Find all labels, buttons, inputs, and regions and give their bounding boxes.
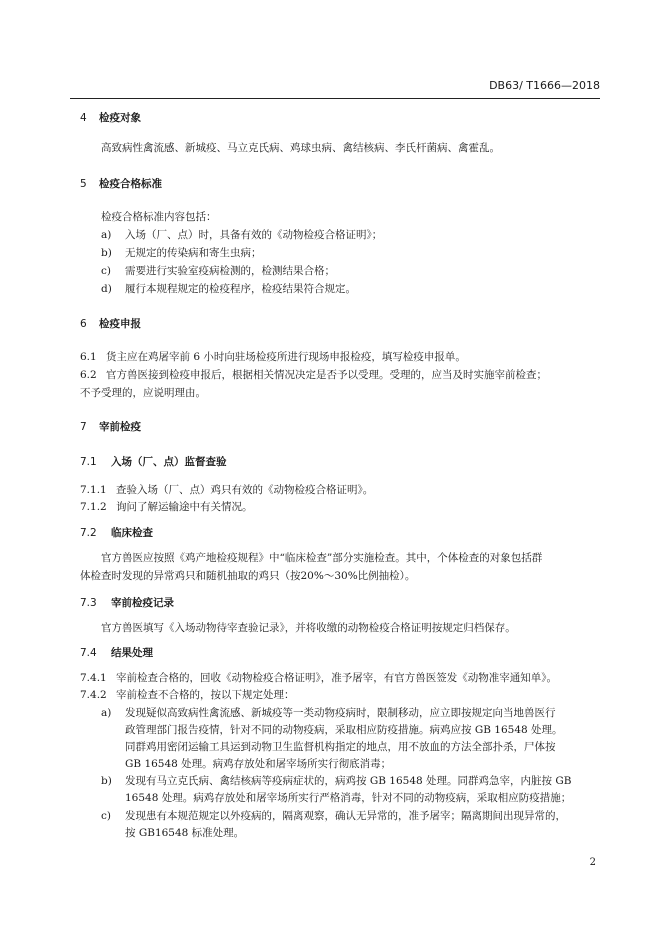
section-number: 4 — [80, 112, 87, 124]
list-text: 需要进行实验室疫病检测的，检测结果合格； — [125, 265, 335, 277]
section-number: 7.3 — [80, 597, 97, 609]
section-number: 5 — [80, 178, 87, 190]
section-7-heading — [80, 420, 141, 434]
section-title: 临床检查 — [111, 527, 153, 539]
list-marker: b) — [101, 775, 112, 787]
section-title: 结果处理 — [111, 647, 153, 659]
list-marker: a) — [101, 229, 112, 241]
clause-7-1-2 — [80, 500, 253, 514]
clause-number: 7.1.1 — [80, 484, 107, 496]
list-item-a-line: 发现疑似高致病性禽流感、新城疫等一类动物疫病时，限制移动，应立即按规定向当地兽医行 — [125, 707, 556, 719]
clause-7-1-1 — [80, 483, 373, 497]
clause-text: 宰前检查不合格的，按以下规定处理： — [116, 689, 295, 701]
clause-6-2 — [80, 368, 547, 382]
subsection-7-2-heading — [80, 526, 153, 540]
section-4-body: 高致病性禽流感、新城疫、马立克氏病、鸡球虫病、禽结核病、李氏杆菌病、禽霍乱。 — [101, 142, 500, 154]
clause-number: 7.4.1 — [80, 672, 107, 684]
section-title: 检疫申报 — [99, 318, 141, 330]
section-number: 7.1 — [80, 456, 97, 468]
list-marker: c) — [101, 265, 111, 277]
standard-code: DB63/ T1666—2018 — [489, 79, 600, 92]
section-number: 6 — [80, 318, 87, 330]
clause-text: 官方兽医接到检疫申报后，根据相关情况决定是否予以受理。受理的，应当及时实施宰前检查； — [106, 369, 547, 381]
clause-text: 货主应在鸡屠宰前 6 小时向驻场检疫所进行现场申报检疫，填写检疫申报单。 — [106, 351, 466, 363]
clause-number: 7.1.2 — [80, 501, 107, 513]
list-item-a-line: GB 16548 处理。病鸡存放处和屠宰场所实行彻底消毒； — [125, 758, 392, 770]
section-5-intro: 检疫合格标准内容包括： — [101, 211, 217, 223]
list-item-a-line: 同群鸡用密闭运输工具运到动物卫生监督机构指定的地点，用不放血的方法全部扑杀，尸体按 — [125, 741, 556, 753]
clause-7-4-2 — [80, 688, 295, 702]
list-text: 履行本规程规定的检疫程序，检疫结果符合规定。 — [125, 283, 356, 295]
section-number: 7.2 — [80, 527, 97, 539]
list-item — [101, 264, 335, 278]
section-title: 检疫合格标准 — [99, 178, 162, 190]
list-item-c-line: 按 GB16548 标准处理。 — [125, 827, 245, 839]
list-marker: a) — [101, 707, 112, 719]
section-6-heading — [80, 317, 141, 331]
page-number: 2 — [589, 857, 596, 868]
section-title: 宰前检疫 — [99, 421, 141, 433]
section-title: 入场（厂、点）监督查验 — [111, 456, 227, 468]
list-marker: b) — [101, 247, 112, 259]
list-marker: c) — [101, 810, 111, 822]
clause-text: 查验入场（厂、点）鸡只有效的《动物检疫合格证明》。 — [116, 484, 374, 496]
subsection-7-3-heading — [80, 596, 174, 610]
clause-text: 询问了解运输途中有关情况。 — [116, 501, 253, 513]
clause-number: 6.2 — [80, 369, 97, 381]
list-text: 入场（厂、点）时，具备有效的《动物检疫合格证明》； — [125, 229, 383, 241]
paragraph-7-2-line-1: 官方兽医应按照《鸡产地检疫规程》中“临床检查”部分实施检查。其中，个体检查的对象包括群 — [101, 552, 543, 564]
section-5-heading — [80, 177, 162, 191]
clause-6-2-cont: 不予受理的，应说明理由。 — [80, 387, 206, 399]
section-number: 7 — [80, 421, 87, 433]
list-item — [101, 282, 356, 296]
list-text: 无规定的传染病和寄生虫病； — [125, 247, 262, 259]
paragraph-7-2-line-2: 体检查时发现的异常鸡只和随机抽取的鸡只（按20%～30%比例抽检）。 — [80, 570, 416, 582]
clause-number: 6.1 — [80, 351, 97, 363]
list-item-b-line: 发现有马立克氏病、禽结核病等疫病症状的，病鸡按 GB 16548 处理。同群鸡急宰，内脏按 GB — [125, 775, 572, 787]
list-marker: d) — [101, 283, 112, 295]
list-item-b-line: 16548 处理。病鸡存放处和屠宰场所实行严格消毒，针对不同的动物疫病，采取相应防疫措施； — [125, 792, 572, 804]
list-item — [101, 228, 382, 242]
clause-7-4-1 — [80, 671, 557, 685]
subsection-7-1-heading — [80, 455, 227, 469]
clause-number: 7.4.2 — [80, 689, 107, 701]
paragraph-7-3: 官方兽医填写《入场动物待宰查验记录》，并将收缴的动物检疫合格证明按规定归档保存。 — [101, 622, 516, 634]
section-number: 7.4 — [80, 647, 97, 659]
list-item-c-line: 发现患有本规范规定以外疫病的，隔离观察，确认无异常的，准予屠宰；隔离期间出现异常的， — [125, 810, 566, 822]
list-item-a-line: 政管理部门报告疫情，针对不同的动物疫病，采取相应防疫措施。病鸡应按 GB 16548 处理。 — [125, 724, 563, 736]
section-title: 宰前检疫记录 — [111, 597, 174, 609]
list-item — [101, 246, 262, 260]
section-title: 检疫对象 — [99, 112, 141, 124]
clause-text: 宰前检查合格的，回收《动物检疫合格证明》，准予屠宰，有官方兽医签发《动物准宰通知单》。 — [116, 672, 557, 684]
header-rule — [70, 98, 600, 99]
section-4-heading — [80, 111, 141, 125]
clause-6-1 — [80, 350, 466, 364]
subsection-7-4-heading — [80, 646, 153, 660]
